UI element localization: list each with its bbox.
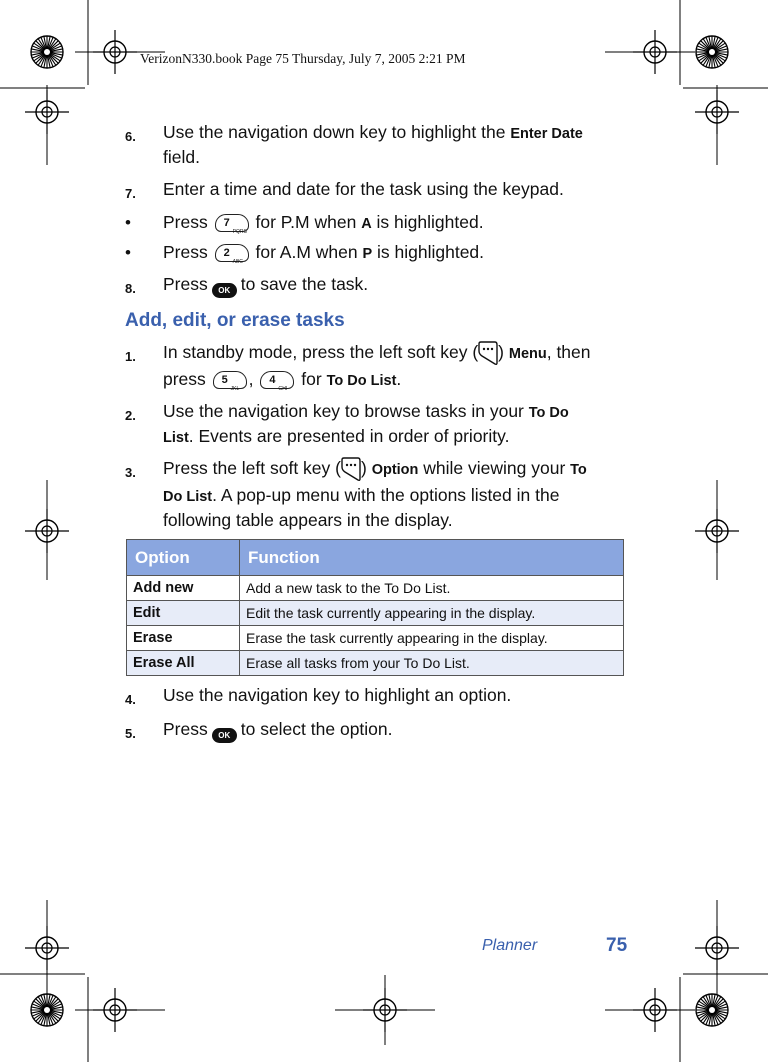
step-text: is highlighted. bbox=[372, 242, 485, 262]
step-number: 6. bbox=[125, 129, 136, 144]
function-cell: Add a new task to the To Do List. bbox=[240, 576, 624, 601]
star-target-icon bbox=[696, 994, 728, 1026]
bullet-dot: • bbox=[125, 213, 131, 232]
option-cell: Add new bbox=[127, 576, 240, 601]
step-text: . A pop-up menu with the options listed in the bbox=[212, 485, 560, 505]
menu-term: Option bbox=[371, 462, 419, 478]
left-soft-key-icon bbox=[478, 340, 498, 366]
menu-term: Menu bbox=[508, 346, 547, 362]
table-row bbox=[127, 626, 624, 651]
key-sublabel: ABC bbox=[232, 259, 243, 265]
step-text: is highlighted. bbox=[371, 212, 484, 232]
left-soft-key-icon bbox=[341, 456, 361, 482]
step-text: Use the navigation key to browse tasks in your bbox=[163, 401, 529, 421]
step-number: 2. bbox=[125, 408, 136, 423]
section-title: Add, edit, or erase tasks bbox=[125, 310, 345, 331]
option-cell: Edit bbox=[127, 601, 240, 626]
ok-key-icon: OK bbox=[212, 283, 237, 298]
column-header-function: Function bbox=[240, 540, 624, 576]
key-4-icon bbox=[260, 371, 294, 392]
table-row bbox=[127, 601, 624, 626]
menu-term: A bbox=[361, 216, 372, 232]
menu-term: Do List bbox=[163, 489, 213, 505]
step-text: while viewing your bbox=[418, 458, 571, 478]
function-cell: Edit the task currently appearing in the display. bbox=[240, 601, 624, 626]
print-header: VerizonN330.book Page 75 Thursday, July 7, 2005 2:21 PM bbox=[140, 51, 466, 66]
function-cell: Erase the task currently appearing in the display. bbox=[240, 626, 624, 651]
step-text: Use the navigation key to highlight an option. bbox=[163, 685, 512, 705]
step-text: . Events are presented in order of priority. bbox=[188, 426, 510, 446]
key-label: 7 bbox=[223, 217, 230, 229]
step-number: 8. bbox=[125, 281, 136, 296]
page-number: 75 bbox=[606, 935, 628, 956]
option-cell: Erase All bbox=[127, 651, 240, 676]
bullet-dot: • bbox=[125, 243, 131, 262]
key-2-icon bbox=[215, 244, 249, 265]
step-number: 4. bbox=[125, 692, 136, 707]
menu-term: To Do bbox=[528, 405, 569, 421]
key-sublabel: JKL bbox=[230, 386, 240, 392]
step-text: for P.M when bbox=[250, 212, 362, 232]
step-text: press bbox=[163, 369, 206, 389]
table-header-row bbox=[127, 540, 624, 576]
options-table bbox=[126, 539, 624, 676]
menu-term: To Do List bbox=[326, 373, 397, 389]
step-text: field. bbox=[163, 147, 200, 167]
key-label: 4 bbox=[269, 374, 276, 386]
step-text: for bbox=[301, 369, 322, 389]
step-text: Enter a time and date for the task using the keypad. bbox=[163, 179, 564, 199]
step-text: to select the option. bbox=[240, 719, 393, 739]
step-number: 3. bbox=[125, 465, 136, 480]
step-text: to save the task. bbox=[240, 274, 369, 294]
option-cell: Erase bbox=[127, 626, 240, 651]
key-sublabel: GHI bbox=[278, 386, 288, 392]
key-7-icon bbox=[215, 214, 249, 235]
key-sublabel: PQRS bbox=[232, 229, 247, 235]
table-row bbox=[127, 651, 624, 676]
menu-term: To bbox=[570, 462, 587, 478]
step-text: . bbox=[396, 369, 402, 389]
star-target-icon bbox=[31, 36, 63, 68]
menu-term: Enter Date bbox=[510, 126, 583, 142]
step-number: 5. bbox=[125, 726, 136, 741]
star-target-icon bbox=[31, 994, 63, 1026]
step-number: 7. bbox=[125, 186, 136, 201]
key-label: 5 bbox=[221, 374, 228, 386]
step-number: 1. bbox=[125, 349, 136, 364]
step-text: Press bbox=[163, 212, 208, 232]
step-text: , then bbox=[546, 342, 591, 362]
step-text: following table appears in the display. bbox=[163, 510, 453, 530]
step-text: Use the navigation down key to highlight the bbox=[163, 122, 511, 142]
step-text: Press the left soft key ( bbox=[163, 458, 341, 478]
menu-term: List bbox=[163, 430, 189, 446]
step-text: In standby mode, press the left soft key ( bbox=[163, 342, 479, 362]
table-row bbox=[127, 576, 624, 601]
step-text: ) bbox=[498, 342, 504, 362]
key-5-icon bbox=[213, 371, 247, 392]
step-text: for A.M when bbox=[250, 242, 363, 262]
step-text: Press bbox=[163, 719, 208, 739]
step-text: Press bbox=[163, 242, 208, 262]
menu-term: P bbox=[362, 246, 373, 262]
step-text: Press bbox=[163, 274, 208, 294]
step-text: ) bbox=[360, 458, 367, 478]
key-label: 2 bbox=[223, 247, 230, 259]
step-text: , bbox=[248, 369, 254, 389]
star-target-icon bbox=[696, 36, 728, 68]
footer-section-label: Planner bbox=[482, 937, 538, 954]
ok-key-icon: OK bbox=[212, 728, 237, 743]
column-header-option: Option bbox=[127, 540, 240, 576]
function-cell: Erase all tasks from your To Do List. bbox=[240, 651, 624, 676]
